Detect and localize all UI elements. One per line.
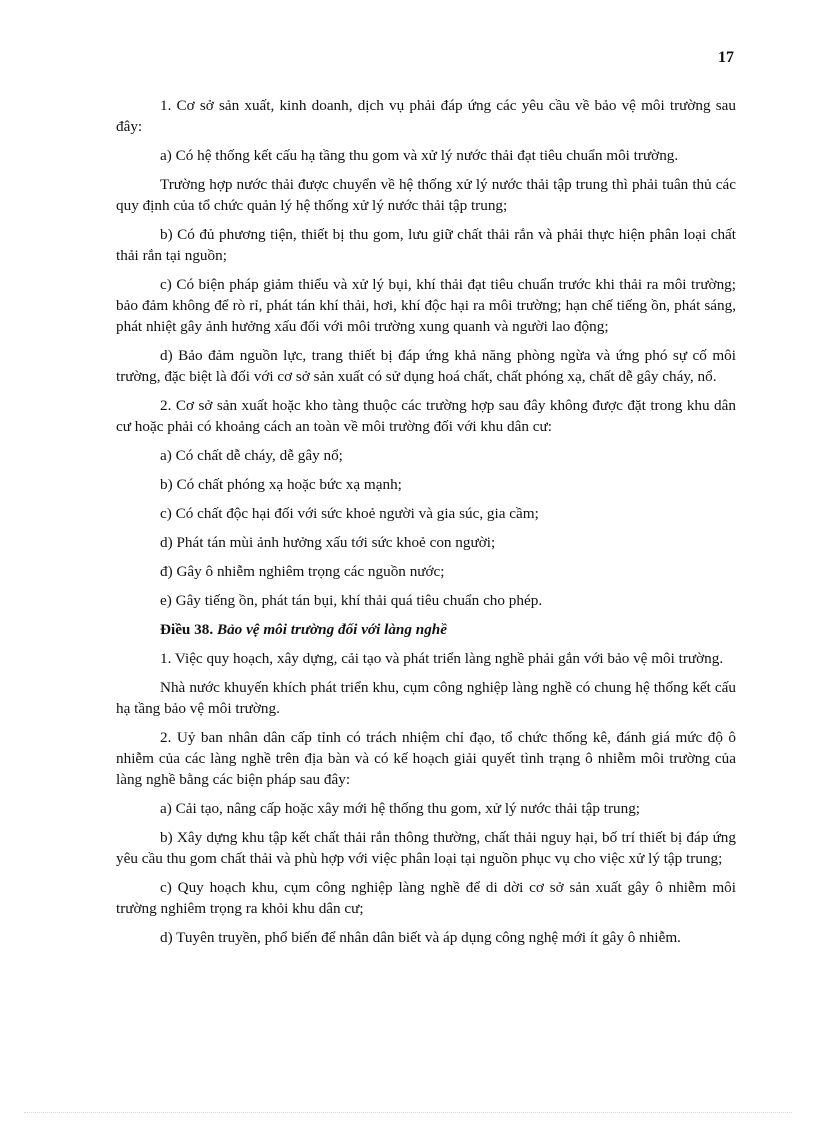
page-bottom-rule [24,1112,792,1113]
article-paragraph-2: 2. Uỷ ban nhân dân cấp tỉnh có trách nhiệm chỉ đạo, tổ chức thống kê, đánh giá mức độ ô nhiễm của các làng nghề trên địa bàn và có kế hoạch giải quyết tình trạng ô nhiễm môi trường của làng nghề bằng các biện pháp sau đây: [116,729,736,788]
paragraph-clause-2a: a) Có chất dễ cháy, dễ gây nổ; [160,447,343,464]
paragraph-clause-1: 1. Cơ sở sản xuất, kinh doanh, dịch vụ phải đáp ứng các yêu cầu về bảo vệ môi trường sau đây: [116,97,736,135]
article-heading [116,619,736,640]
paragraph-clause-2e: e) Gây tiếng ồn, phát tán bụi, khí thải quá tiêu chuẩn cho phép. [160,592,543,609]
paragraph-clause-2b: b) Có chất phóng xạ hoặc bức xạ mạnh; [160,476,402,493]
document-body [116,95,736,956]
paragraph-clause-2: 2. Cơ sở sản xuất hoặc kho tàng thuộc các trường hợp sau đây không được đặt trong khu dân cư hoặc phải có khoảng cách an toàn về môi trường đối với khu dân cư: [116,397,736,435]
paragraph-clause-1c: c) Có biện pháp giảm thiểu và xử lý bụi, khí thải đạt tiêu chuẩn trước khi thải ra môi trường; bảo đảm không để rò rỉ, phát tán khí thải, hơi, khí độc hại ra môi trường; hạn chế tiếng ồn, phát sáng, phát nhiệt gây ảnh hưởng xấu đối với môi trường xung quanh và người lao động; [116,276,736,335]
paragraph-clause-1a: a) Có hệ thống kết cấu hạ tầng thu gom và xử lý nước thải đạt tiêu chuẩn môi trường. [160,147,679,164]
paragraph-clause-1b: b) Có đủ phương tiện, thiết bị thu gom, lưu giữ chất thải rắn và phải thực hiện phân loại chất thải rắn tại nguồn; [116,226,736,264]
paragraph-clause-1a-note: Trường hợp nước thải được chuyển về hệ thống xử lý nước thải tập trung thì phải tuân thủ các quy định của tổ chức quản lý hệ thống xử lý nước thải tập trung; [116,176,736,214]
paragraph-clause-2c: c) Có chất độc hại đối với sức khoẻ người và gia súc, gia cầm; [160,505,539,522]
article-paragraph-2b: b) Xây dựng khu tập kết chất thải rắn thông thường, chất thải nguy hại, bố trí thiết bị đáp ứng yêu cầu thu gom chất thải và phù hợp với việc phân loại tại nguồn phục vụ cho việc xử lý tập trung; [116,829,736,867]
article-title: Bảo vệ môi trường đối với làng nghề [216,621,447,638]
article-paragraph-2a: a) Cải tạo, nâng cấp hoặc xây mới hệ thống thu gom, xử lý nước thải tập trung; [160,800,641,817]
article-paragraph-1-note: Nhà nước khuyến khích phát triển khu, cụm công nghiệp làng nghề có chung hệ thống kết cấu hạ tầng bảo vệ môi trường. [116,679,736,717]
paragraph-clause-2d: d) Phát tán mùi ảnh hưởng xấu tới sức khoẻ con người; [160,534,496,551]
article-paragraph-1: 1. Việc quy hoạch, xây dựng, cải tạo và phát triển làng nghề phải gắn với bảo vệ môi trường. [160,650,724,667]
paragraph-clause-2dd: đ) Gây ô nhiễm nghiêm trọng các nguồn nước; [160,563,445,580]
paragraph-clause-1d: d) Bảo đảm nguồn lực, trang thiết bị đáp ứng khả năng phòng ngừa và ứng phó sự cố môi trường, đặc biệt là đối với cơ sở sản xuất có sử dụng hoá chất, chất phóng xạ, chất dễ gây cháy, nổ. [116,347,736,385]
article-paragraph-2d: d) Tuyên truyền, phổ biến để nhân dân biết và áp dụng công nghệ mới ít gây ô nhiễm. [160,929,681,946]
article-label: Điều 38. [160,621,214,638]
page-number: 17 [718,49,734,66]
article-paragraph-2c: c) Quy hoạch khu, cụm công nghiệp làng nghề để di dời cơ sở sản xuất gây ô nhiễm môi trường nghiêm trọng ra khỏi khu dân cư; [116,879,736,917]
